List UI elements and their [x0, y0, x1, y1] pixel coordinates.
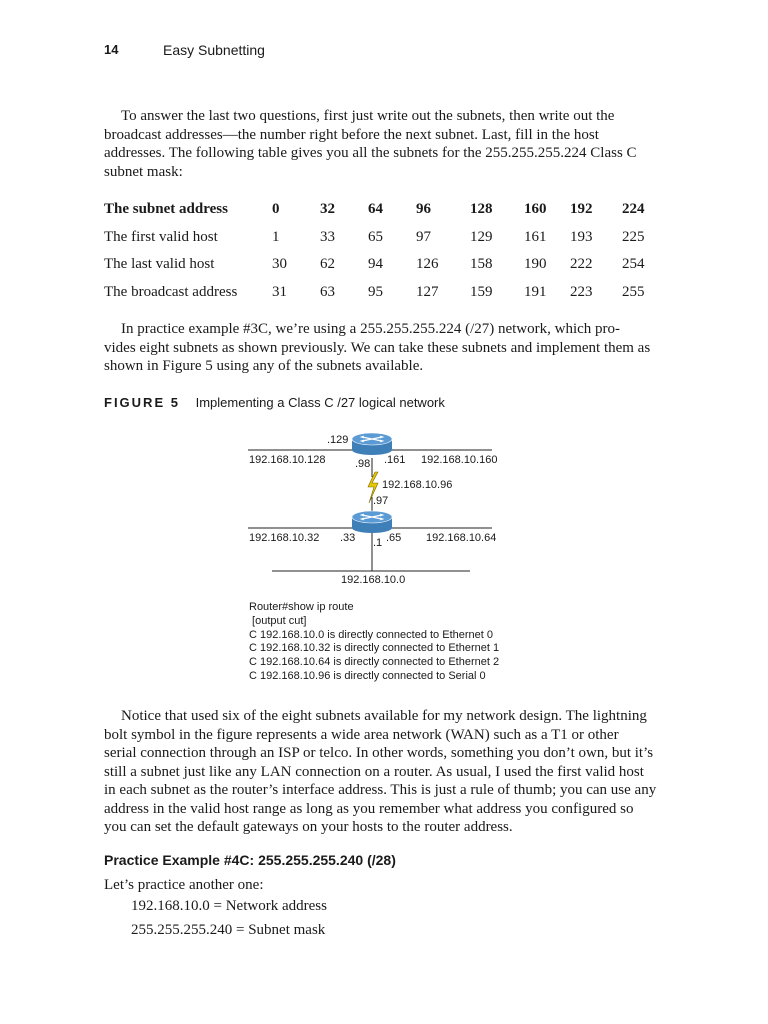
text-line: in each subnet as the router’s interface address. This is just a rule of thumb; you can use any	[104, 782, 657, 798]
table-cell: 62	[320, 256, 335, 273]
text-line: serial connection through an ISP or telco. In other words, something you don’t own, but it’s	[104, 745, 654, 761]
table-cell: 0	[272, 201, 280, 218]
practice-paragraph	[104, 320, 656, 376]
table-cell: 1	[272, 228, 280, 245]
table-cell: 224	[622, 201, 645, 218]
row-label: The subnet address	[104, 201, 228, 218]
table-cell: 160	[524, 201, 547, 218]
label-if-98: .98	[355, 458, 371, 470]
table-cell: 30	[272, 256, 287, 273]
table-cell: 161	[524, 228, 547, 245]
table-cell: 33	[320, 228, 335, 245]
label-if-65: .65	[386, 532, 402, 544]
table-cell: 191	[524, 283, 547, 300]
text-line: In practice example #3C, we’re using a 255.255.255.224 (/27) network, which pro-	[121, 321, 621, 337]
label-net-64: 192.168.10.64	[426, 532, 497, 544]
page-header	[104, 42, 664, 62]
page-number: 14	[104, 42, 119, 57]
practice4-intro: Let’s practice another one:	[104, 877, 264, 893]
cli-line: C 192.168.10.96 is directly connected to Serial 0	[249, 669, 486, 682]
intro-paragraph	[104, 107, 656, 181]
label-net-96: 192.168.10.96	[382, 479, 453, 491]
router-icon-top	[352, 433, 392, 455]
network-diagram	[230, 425, 520, 595]
label-if-97: .97	[373, 495, 389, 507]
text-line: shown in Figure 5 using any of the subnets available.	[104, 358, 424, 374]
text-line: subnet mask:	[104, 163, 183, 180]
table-cell: 31	[272, 283, 287, 300]
table-cell: 94	[368, 256, 383, 273]
text-line: broadcast addresses—the number right before the next subnet. Last, fill in the host	[104, 126, 599, 143]
table-cell: 158	[470, 256, 493, 273]
label-net-0: 192.168.10.0	[341, 574, 406, 586]
label-net-128: 192.168.10.128	[249, 454, 326, 466]
subnet-table	[104, 196, 652, 306]
table-cell: 127	[416, 283, 439, 300]
table-cell: 126	[416, 256, 439, 273]
table-cell: 95	[368, 283, 383, 300]
table-cell: 128	[470, 201, 493, 218]
text-line: addresses. The following table gives you all the subnets for the 255.255.255.224 Class C	[104, 145, 637, 161]
text-line: vides eight subnets as shown previously. We can take these subnets and implement them as	[104, 339, 651, 356]
figure-label: FIGURE 5	[104, 395, 180, 410]
row-label: The broadcast address	[104, 283, 238, 300]
text-line: To answer the last two questions, first just write out the subnets, then write out the	[121, 108, 615, 124]
table-cell: 63	[320, 283, 335, 300]
label-net-32: 192.168.10.32	[249, 532, 320, 544]
row-label: The first valid host	[104, 228, 218, 245]
row-label: The last valid host	[104, 256, 215, 273]
table-cell: 222	[570, 256, 593, 273]
label-if-33: .33	[340, 532, 356, 544]
list-item: 192.168.10.0 = Network address	[131, 898, 327, 914]
table-cell: 96	[416, 201, 431, 218]
table-cell: 190	[524, 256, 547, 273]
list-item: 255.255.255.240 = Subnet mask	[131, 922, 326, 938]
label-if-161: .161	[384, 454, 406, 466]
label-if-1: .1	[373, 537, 383, 549]
table-row	[104, 224, 652, 252]
table-cell: 32	[320, 201, 335, 218]
text-line: address in the valid host range as long as you remember what address you configured so	[104, 800, 634, 817]
table-cell: 225	[622, 228, 645, 245]
table-cell: 223	[570, 283, 593, 300]
running-title: Easy Subnetting	[163, 42, 265, 58]
label-net-160: 192.168.10.160	[421, 454, 498, 466]
diagram-graphic	[230, 425, 520, 595]
text-line: bolt symbol in the figure represents a wide area network (WAN) such as a T1 or other	[104, 726, 619, 743]
table-cell: 193	[570, 228, 593, 245]
table-cell: 65	[368, 228, 383, 245]
table-row	[104, 279, 652, 307]
table-row	[104, 196, 652, 224]
figure-title: Implementing a Class C /27 logical network	[195, 395, 445, 410]
cli-line: Router#show ip route	[249, 601, 354, 613]
router-icon-bottom	[352, 511, 392, 533]
section-heading: Practice Example #4C: 255.255.255.240 (/28)	[104, 852, 396, 868]
text-line: you can set the default gateways on your hosts to the router address.	[104, 819, 513, 835]
table-cell: 192	[570, 201, 593, 218]
table-cell: 159	[470, 283, 493, 300]
table-cell: 254	[622, 256, 645, 273]
table-cell: 129	[470, 228, 493, 245]
cli-line: C 192.168.10.32 is directly connected to Ethernet 1	[249, 642, 500, 655]
cli-line: [output cut]	[249, 614, 307, 627]
table-cell: 64	[368, 201, 383, 218]
figure-caption	[104, 395, 445, 410]
table-cell: 255	[622, 283, 645, 300]
notice-paragraph	[104, 707, 656, 837]
table-row	[104, 251, 652, 279]
label-top-router-ip: .129	[327, 434, 349, 446]
route-table-output	[249, 601, 499, 684]
cli-line: C 192.168.10.0 is directly connected to Ethernet 0	[249, 628, 493, 641]
table-cell: 97	[416, 228, 431, 245]
text-line: Notice that used six of the eight subnets available for my network design. The lightning	[121, 708, 647, 724]
text-line: still a subnet just like any LAN connection on a router. As usual, I used the first valid host	[104, 763, 644, 780]
cli-line: C 192.168.10.64 is directly connected to Ethernet 2	[249, 656, 500, 669]
